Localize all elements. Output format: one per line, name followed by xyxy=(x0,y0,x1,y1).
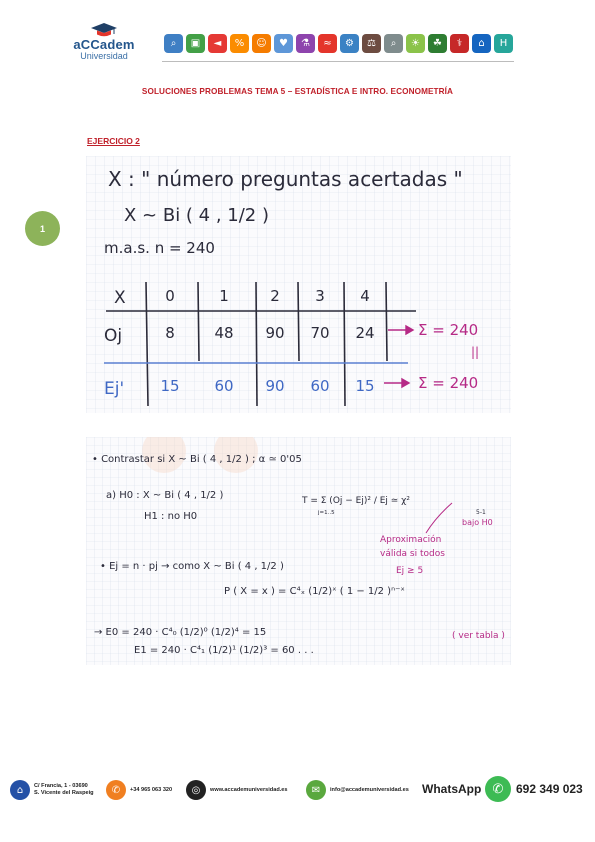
equality-mark: || xyxy=(471,345,480,359)
table-oj-value: 70 xyxy=(310,324,330,342)
percent-icon: % xyxy=(230,34,249,53)
megaphone-icon: ◄ xyxy=(208,34,227,53)
scales-icon: ⚖ xyxy=(362,34,381,53)
footer-whatsapp[interactable] xyxy=(485,776,583,802)
exercise-heading: EJERCICIO 2 xyxy=(87,136,140,146)
people-icon: ☺ xyxy=(252,34,271,53)
footer-website[interactable] xyxy=(186,780,288,800)
lightbulb-icon: ☀ xyxy=(406,34,425,53)
home-icon: ⌂ xyxy=(10,780,30,800)
leaf-icon: ☘ xyxy=(428,34,447,53)
magnifier-icon: ⌕ xyxy=(384,34,403,53)
footer-whatsapp-label xyxy=(422,782,481,796)
note2-statistic: T = Σ (Oj − Ej)² / Ej ≃ χ² xyxy=(302,496,410,506)
footer-email[interactable] xyxy=(306,780,409,800)
header-divider xyxy=(162,61,514,62)
note2-approx-3: Ej ≥ 5 xyxy=(396,566,424,576)
table-ej-value: 90 xyxy=(265,377,285,395)
table-ej-value: 60 xyxy=(310,377,330,395)
table-oj-value: 8 xyxy=(165,324,175,342)
note2-approx-2: válida si todos xyxy=(380,549,445,559)
logo-name xyxy=(72,38,136,51)
note2-h1: H1 : no H0 xyxy=(144,511,198,522)
document-title: SOLUCIONES PROBLEMAS TEMA 5 – ESTADÍSTICA E INTRO. ECONOMETRÍA xyxy=(141,87,454,96)
whatsapp-phone[interactable]: 692 349 023 xyxy=(516,782,583,796)
table-oj-value: 48 xyxy=(214,324,234,342)
note2-line1: • Contrastar si X ~ Bi ( 4 , 1/2 ) ; α ≃ 0'05 xyxy=(92,454,302,465)
bank-icon: ⌂ xyxy=(472,34,491,53)
table-x-value: 1 xyxy=(219,287,229,305)
academ-logo xyxy=(72,22,136,61)
gear-icon: ⚙ xyxy=(340,34,359,53)
note2-h0: a) H0 : X ~ Bi ( 4 , 1/2 ) xyxy=(106,490,224,501)
note1-line1: X : " número preguntas acertadas " xyxy=(108,167,463,191)
note1-line2: X ~ Bi ( 4 , 1/2 ) xyxy=(124,205,270,226)
sum-oj: Σ = 240 xyxy=(418,321,479,339)
table-ej-value: 15 xyxy=(355,377,375,395)
graduation-cap-icon xyxy=(90,22,118,38)
table-x-value: 0 xyxy=(165,287,175,305)
table-x-value: 4 xyxy=(360,287,370,305)
mail-icon: ✉ xyxy=(306,780,326,800)
note2-bajo-h0: bajo H0 xyxy=(462,518,493,527)
email-link[interactable]: info@accademuniversidad.es xyxy=(330,786,409,793)
hospital-icon: H xyxy=(494,34,513,53)
heart-pulse-icon: ♥ xyxy=(274,34,293,53)
note2-prob-line: P ( X = x ) = C⁴ₓ (1/2)ˣ ( 1 − 1/2 )ⁿ⁻ˣ xyxy=(224,586,405,597)
note2-tabla-note: ( ver tabla ) xyxy=(452,631,505,641)
subject-icons xyxy=(164,34,513,56)
footer-contact-bar xyxy=(10,776,585,810)
footer-address xyxy=(10,780,94,800)
table-x-value: 2 xyxy=(270,287,280,305)
stethoscope-icon: ⚕ xyxy=(450,34,469,53)
address-line-2: S. Vicente del Raspeig xyxy=(34,790,94,796)
table-ej-label: Ej' xyxy=(104,379,125,399)
note2-e1-line: E1 = 240 · C⁴₁ (1/2)¹ (1/2)³ = 60 . . . xyxy=(134,645,314,656)
footer-phone[interactable] xyxy=(106,780,172,800)
note2-approx-1: Aproximación xyxy=(380,535,442,545)
note2-ej-line: • Ej = n · pj → como X ~ Bi ( 4 , 1/2 ) xyxy=(100,561,284,572)
whatsapp-icon[interactable]: ✆ xyxy=(485,776,511,802)
note2-degrees-of-freedom: 5-1 xyxy=(476,509,486,516)
table-x-value: 3 xyxy=(315,287,325,305)
address-line-1: C/ Francia, 1 - 03690 xyxy=(34,783,88,789)
globe-icon: ◎ xyxy=(186,780,206,800)
table-oj-value: 90 xyxy=(265,324,285,342)
whatsapp-label: WhatsApp xyxy=(422,782,482,796)
handwritten-note-1 xyxy=(86,156,511,413)
note1-line3: m.a.s. n = 240 xyxy=(104,239,215,257)
note2-e0-line: → E0 = 240 · C⁴₀ (1/2)⁰ (1/2)⁴ = 15 xyxy=(94,627,267,638)
page-number-badge: 1 xyxy=(25,211,60,246)
table-oj-label: Oj xyxy=(104,326,123,346)
note2-sum-limits: j=1..5 xyxy=(318,510,335,516)
website-link[interactable]: www.accademuniversidad.es xyxy=(210,786,288,793)
phone-number[interactable]: +34 965 063 320 xyxy=(130,786,173,793)
flask-icon: ⚗ xyxy=(296,34,315,53)
screen-icon: ▣ xyxy=(186,34,205,53)
table-oj-value: 24 xyxy=(355,324,375,342)
logo-wordmark: aCCadem xyxy=(73,37,135,52)
handwritten-note-2 xyxy=(86,437,511,665)
logo-subtitle: Universidad xyxy=(80,51,128,61)
phone-icon: ✆ xyxy=(106,780,126,800)
sum-ej: Σ = 240 xyxy=(418,374,479,392)
table-ej-value: 60 xyxy=(214,377,234,395)
dna-icon: ≈ xyxy=(318,34,337,53)
user-search-icon: ⌕ xyxy=(164,34,183,53)
table-ej-value: 15 xyxy=(160,377,180,395)
table-x-label: X xyxy=(114,288,126,308)
